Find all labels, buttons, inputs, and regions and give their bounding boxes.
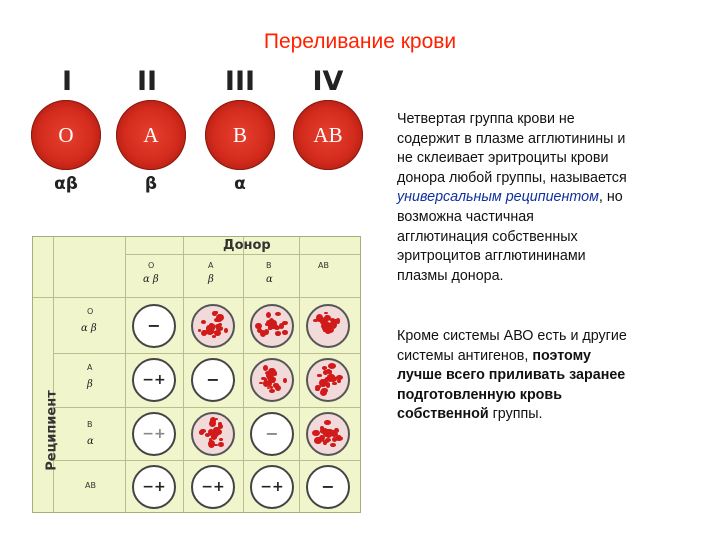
- compat-cell-o-ab: [306, 304, 350, 348]
- donor-col-a: A: [208, 261, 214, 270]
- recipient-row-o: O: [87, 307, 94, 316]
- donor-label: Донор: [223, 238, 271, 253]
- text-line: содержит в плазме агглютинины и: [397, 130, 626, 147]
- compat-symbol: −: [206, 370, 220, 389]
- agglutinated-cluster: [324, 429, 332, 435]
- compat-symbol: −+: [201, 479, 225, 495]
- page-title: Переливание крови: [263, 30, 457, 53]
- blood-cell-disc-o: [31, 100, 101, 170]
- agglutinated-cluster: [212, 335, 216, 338]
- agglutinated-cluster: [218, 442, 224, 448]
- compat-cell-b-b: [250, 412, 294, 456]
- agglutinated-cluster: [224, 328, 228, 333]
- emphasis-term: универсальным реципиентом: [397, 189, 599, 206]
- compat-cell-a-ab: [306, 358, 350, 402]
- agglutinated-cluster: [336, 375, 343, 380]
- text-fragment: , но: [598, 189, 623, 206]
- recipient-row-a: A: [87, 363, 93, 372]
- compat-symbol: −+: [142, 426, 166, 442]
- agglutinated-cluster: [326, 382, 331, 388]
- recipient-row-a-greek: β: [87, 379, 93, 390]
- paragraph-universal-recipient: [397, 110, 697, 286]
- text-line: [397, 188, 697, 208]
- text-line: агглютинация собственных: [397, 228, 578, 245]
- text-line: не склеивает эритроциты крови: [397, 150, 609, 167]
- agglutinated-cluster: [336, 318, 341, 324]
- agglutinated-cluster: [315, 385, 321, 389]
- text-line: плазмы донора.: [397, 267, 504, 284]
- compat-cell-a-o: [132, 358, 176, 402]
- group-roman-1: I: [61, 66, 73, 97]
- group-roman-3: III: [224, 66, 256, 97]
- agglutinated-cluster: [325, 438, 331, 442]
- compatibility-table: [32, 236, 361, 513]
- text-line: [397, 347, 697, 367]
- recipient-row-o-greek: α β: [81, 323, 97, 334]
- compat-symbol: −: [321, 477, 335, 496]
- donor-col-b: B: [266, 261, 272, 270]
- text-line: подготовленную кровь: [397, 386, 562, 403]
- compat-cell-a-b: [250, 358, 294, 402]
- compat-symbol: −: [147, 316, 161, 335]
- compat-cell-a-a: [191, 358, 235, 402]
- disc-label: A: [143, 123, 159, 147]
- text-line: донора любой группы, называется: [397, 169, 627, 186]
- group-roman-4: IV: [312, 66, 344, 97]
- agglutinated-cluster: [263, 365, 268, 371]
- agglutinated-cluster: [218, 422, 222, 426]
- recipient-row-ab: AB: [85, 481, 96, 490]
- compat-cell-ab-o: [132, 465, 176, 509]
- agglutinated-cluster: [214, 444, 217, 446]
- agglutinated-cluster: [318, 317, 325, 321]
- compat-cell-b-ab: [306, 412, 350, 456]
- agglutinated-cluster: [215, 324, 221, 329]
- agglutinated-cluster: [266, 312, 271, 318]
- agglutinated-cluster: [216, 317, 221, 322]
- text-line: Кроме системы АВО есть и другие: [397, 328, 627, 344]
- text-fragment: группы.: [488, 406, 543, 423]
- recipient-row-b-greek: α: [87, 436, 94, 447]
- agglutinated-cluster: [268, 322, 276, 328]
- compat-symbol: −+: [142, 479, 166, 495]
- agglutinated-cluster: [210, 417, 216, 423]
- agglutinated-cluster: [259, 382, 263, 384]
- antibodies-label-1: αβ: [54, 174, 78, 194]
- agglutinated-cluster: [275, 385, 281, 391]
- blood-cell-disc-a: [116, 100, 186, 170]
- agglutinated-cluster: [330, 443, 336, 448]
- text-line: возможна частичная: [397, 208, 534, 225]
- text-line: [397, 405, 697, 425]
- agglutinated-cluster: [317, 374, 320, 377]
- compat-cell-o-o: [132, 304, 176, 348]
- disc-label: AB: [313, 123, 343, 147]
- compat-cell-b-o: [132, 412, 176, 456]
- text-line: эритроцитов агглютининами: [397, 248, 586, 265]
- donor-col-o-greek: α β: [143, 274, 159, 285]
- agglutinated-cluster: [282, 330, 287, 335]
- agglutinated-cluster: [275, 331, 281, 335]
- compat-cell-b-a: [191, 412, 235, 456]
- donor-col-o: O: [148, 261, 155, 270]
- group-roman-2: II: [136, 66, 158, 97]
- disc-label: B: [232, 123, 247, 147]
- compat-symbol: −: [265, 424, 279, 443]
- agglutinated-cluster: [323, 370, 328, 375]
- text-line: Четвертая группа крови не: [397, 111, 575, 127]
- agglutinated-cluster: [283, 378, 287, 383]
- antibodies-label-3: α: [234, 174, 246, 194]
- compat-symbol: −+: [260, 479, 284, 495]
- agglutinated-cluster: [203, 330, 207, 334]
- agglutinated-cluster: [209, 324, 215, 331]
- donor-col-a-greek: β: [208, 274, 214, 285]
- compat-cell-ab-ab: [306, 465, 350, 509]
- agglutinated-cluster: [266, 330, 269, 334]
- donor-col-ab: AB: [318, 261, 329, 270]
- agglutinated-cluster: [332, 382, 337, 386]
- compat-cell-o-a: [191, 304, 235, 348]
- bold-fragment: поэтому: [532, 347, 591, 364]
- agglutinated-cluster: [328, 363, 336, 369]
- antibodies-label-2: β: [144, 174, 158, 194]
- compat-symbol: −+: [142, 372, 166, 388]
- agglutinated-cluster: [330, 318, 335, 321]
- donor-col-b-greek: α: [266, 274, 273, 285]
- paragraph-other-systems: [397, 327, 697, 425]
- compat-cell-ab-a: [191, 465, 235, 509]
- recipient-label: Реципиент: [44, 390, 60, 471]
- agglutinated-cluster: [324, 420, 331, 425]
- text-fragment: системы антигенов,: [397, 347, 533, 364]
- agglutinated-cluster: [323, 441, 327, 445]
- agglutinated-cluster: [279, 323, 285, 329]
- disc-label: O: [58, 123, 74, 147]
- agglutinated-cluster: [275, 312, 281, 316]
- compat-cell-ab-b: [250, 465, 294, 509]
- blood-cell-disc-ab: [293, 100, 363, 170]
- agglutinated-cluster: [199, 430, 205, 435]
- agglutinated-cluster: [201, 320, 206, 324]
- agglutinated-cluster: [324, 312, 328, 314]
- agglutinated-cluster: [323, 329, 326, 333]
- text-line: лучше всего приливать заранее: [397, 367, 626, 384]
- recipient-row-b: B: [87, 420, 93, 429]
- bold-fragment: собственной: [397, 406, 489, 423]
- blood-cell-disc-b: [205, 100, 275, 170]
- compat-cell-o-b: [250, 304, 294, 348]
- agglutinated-cluster: [219, 438, 224, 441]
- agglutinated-cluster: [269, 389, 274, 393]
